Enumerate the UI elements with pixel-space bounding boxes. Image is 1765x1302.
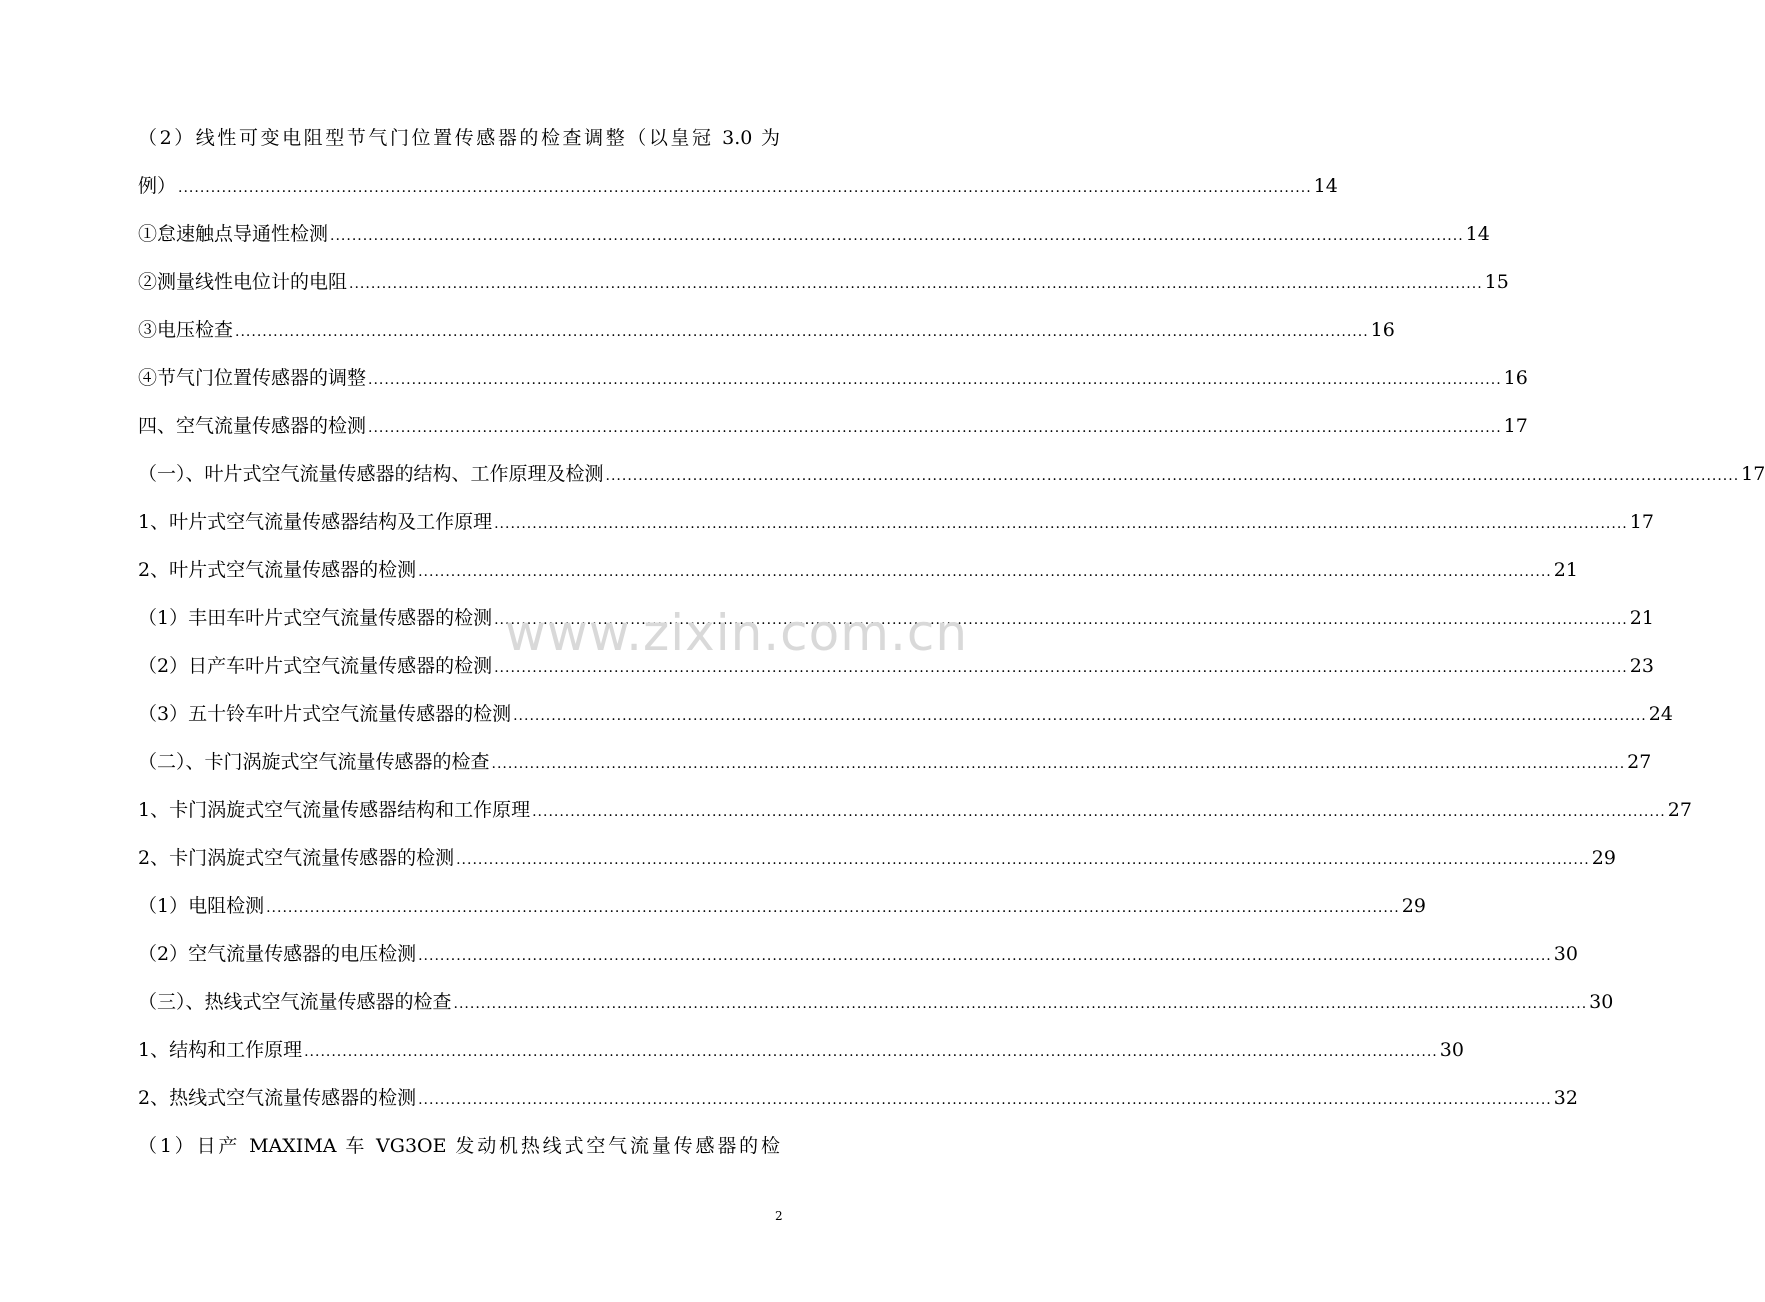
toc-entry-title: 2、卡门涡旋式空气流量传感器的检测 (138, 847, 455, 869)
toc-entry-title: 1、卡门涡旋式空气流量传感器结构和工作原理 (138, 799, 531, 821)
dot-leader (178, 171, 1312, 205)
toc-entry-page: 17 (1741, 463, 1765, 485)
toc-entry-title: 2、叶片式空气流量传感器的检测 (138, 559, 417, 581)
dot-leader (456, 843, 1590, 877)
toc-entry[interactable] (138, 505, 1654, 539)
dot-leader (368, 411, 1502, 445)
toc-entry-page: 23 (1629, 655, 1654, 677)
toc-wrapped-heading: （2）线性可变电阻型节气门位置传感器的检查调整（以皇冠 3.0 为 (138, 127, 780, 149)
toc-entry-page: 17 (1629, 511, 1654, 533)
toc-entry-page: 15 (1484, 271, 1509, 293)
dot-leader (418, 939, 1552, 973)
toc-entry[interactable] (138, 361, 1528, 395)
toc-entry-title: （二）、卡门涡旋式空气流量传感器的检查 (138, 751, 490, 773)
toc-entry[interactable] (138, 985, 1614, 1019)
toc-entry[interactable] (138, 217, 1490, 251)
dot-leader (368, 363, 1502, 397)
toc-entry[interactable] (138, 793, 1692, 827)
toc-entry-title: ③电压检查 (138, 319, 234, 341)
toc-entry-title: ④节气门位置传感器的调整 (138, 367, 367, 389)
toc-entry-title: （3）五十铃车叶片式空气流量传感器的检测 (138, 703, 512, 725)
toc-entry[interactable] (138, 265, 1509, 299)
toc-entry-page: 30 (1553, 943, 1578, 965)
toc-entry[interactable] (138, 697, 1673, 731)
dot-leader (330, 219, 1464, 253)
toc-entry-page: 14 (1313, 175, 1338, 197)
dot-leader (513, 699, 1647, 733)
toc-entry-page: 32 (1553, 1087, 1578, 1109)
toc-entry-page: 27 (1627, 751, 1652, 773)
toc-entry-page: 17 (1503, 415, 1528, 437)
toc-entry-title: 四、空气流量传感器的检测 (138, 415, 367, 437)
dot-leader (532, 795, 1666, 829)
toc-entry[interactable] (138, 457, 1765, 491)
toc-entry-title: （2）空气流量传感器的电压检测 (138, 943, 417, 965)
dot-leader (494, 507, 1628, 541)
toc-entry[interactable] (138, 889, 1426, 923)
toc-wrapped-entry: （1）日产 MAXIMA 车 VG3OE 发动机热线式空气流量传感器的检 (138, 1135, 780, 1157)
toc-entry[interactable] (138, 937, 1578, 971)
toc-entry-page: 27 (1667, 799, 1692, 821)
toc-entry-page: 21 (1629, 607, 1654, 629)
toc-entry-page: 21 (1553, 559, 1578, 581)
page-number: 2 (775, 1209, 783, 1223)
toc-entry-page: 16 (1503, 367, 1528, 389)
dot-leader (454, 987, 1588, 1021)
toc-entry-page: 24 (1648, 703, 1673, 725)
watermark: www.zixin.com.cn (505, 604, 969, 662)
toc-entry[interactable] (138, 409, 1528, 443)
dot-leader (349, 267, 1483, 301)
dot-leader (418, 1083, 1552, 1117)
toc-entry[interactable] (138, 169, 1338, 203)
toc-entry-title: 2、热线式空气流量传感器的检测 (138, 1087, 417, 1109)
toc-entry-title: 1、叶片式空气流量传感器结构及工作原理 (138, 511, 493, 533)
toc-entry-page: 30 (1439, 1039, 1464, 1061)
toc-entry-page: 16 (1370, 319, 1395, 341)
toc-entry-page: 29 (1591, 847, 1616, 869)
toc-entry[interactable] (138, 553, 1578, 587)
toc-entry-title: ②测量线性电位计的电阻 (138, 271, 348, 293)
toc-entry-title: （1）电阻检测 (138, 895, 265, 917)
toc-entry[interactable] (138, 745, 1652, 779)
toc-entry-title: ①怠速触点导通性检测 (138, 223, 329, 245)
toc-entry-title: （1）丰田车叶片式空气流量传感器的检测 (138, 607, 493, 629)
toc-entry-title: （2）日产车叶片式空气流量传感器的检测 (138, 655, 493, 677)
dot-leader (304, 1035, 1438, 1069)
dot-leader (492, 747, 1626, 781)
toc-entry-page: 30 (1589, 991, 1614, 1013)
toc-entry-title: 1、结构和工作原理 (138, 1039, 303, 1061)
toc-entry-page: 14 (1465, 223, 1490, 245)
dot-leader (235, 315, 1369, 349)
toc-entry-title: （一）、叶片式空气流量传感器的结构、工作原理及检测 (138, 463, 604, 485)
toc-entry[interactable] (138, 1033, 1464, 1067)
toc-entry[interactable] (138, 1081, 1578, 1115)
toc-entry-title: 例） (138, 175, 177, 197)
toc-entry[interactable] (138, 841, 1616, 875)
dot-leader (606, 459, 1740, 493)
dot-leader (418, 555, 1552, 589)
toc-entry[interactable] (138, 313, 1395, 347)
toc-entry-page: 29 (1401, 895, 1426, 917)
toc-entry-title: （三）、热线式空气流量传感器的检查 (138, 991, 452, 1013)
dot-leader (266, 891, 1400, 925)
